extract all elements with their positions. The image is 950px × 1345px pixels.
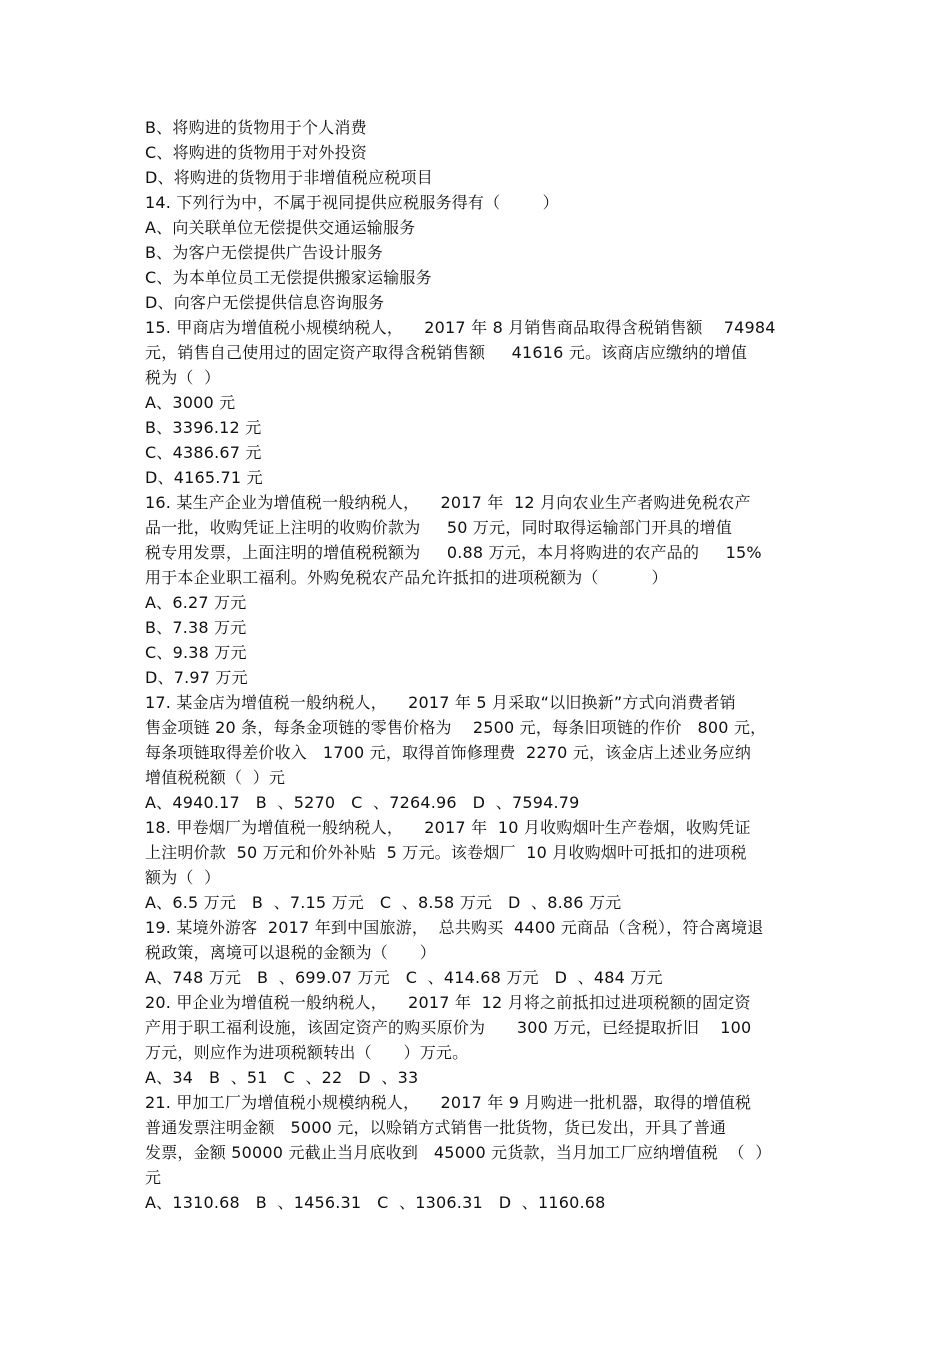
text-line: A、4940.17 B 、5270 C 、7264.96 D 、7594.79 [145,793,580,812]
text-line: D、4165.71 元 [145,468,263,487]
text-line: A、6.27 万元 [145,593,247,612]
question-line: 19. 某境外游客 2017 年到中国旅游， 总共购买 4400 元商品（含税），符合离境退 [145,918,764,937]
question-line: 16. 某生产企业为增值税一般纳税人， 2017 年 12 月向农业生产者购进免税农产 [145,493,751,512]
text-line: 发票，金额 50000 元截止当月底收到 45000 元货款，当月加工厂应纳增值税 （ ） [145,1143,772,1162]
text-line: 普通发票注明金额 5000 元，以赊销方式销售一批货物，货已发出，开具了普通 [145,1118,727,1137]
text-line: C、将购进的货物用于对外投资 [145,143,367,162]
text-line: C、为本单位员工无偿提供搬家运输服务 [145,268,432,287]
text-line: 税政策，离境可以退税的金额为（ ） [145,943,436,962]
text-line: B、3396.12 元 [145,418,262,437]
text-line: 售金项链 20 条，每条金项链的零售价格为 2500 元，每条旧项链的作价 800 元， [145,718,767,737]
text-line: D、将购进的货物用于非增值税应税项目 [145,168,433,187]
text-line: 额为（ ） [145,868,221,887]
text-line: 税专用发票，上面注明的增值税税额为 0.88 万元，本月将购进的农产品的 15% [145,543,762,562]
question-line: 15. 甲商店为增值税小规模纳税人， 2017 年 8 月销售商品取得含税销售额 74984 [145,318,776,337]
question-line: 18. 甲卷烟厂为增值税一般纳税人， 2017 年 10 月收购烟叶生产卷烟，收购凭证 [145,818,751,837]
text-line: B、将购进的货物用于个人消费 [145,118,367,137]
question-line: 21. 甲加工厂为增值税小规模纳税人， 2017 年 9 月购进一批机器，取得的增值税 [145,1093,752,1112]
text-line: 每条项链取得差价收入 1700 元，取得首饰修理费 2270 元，该金店上述业务应纳 [145,743,752,762]
question-line: 14. 下列行为中，不属于视同提供应税服务得有（ ） [145,193,559,212]
text-line: C、9.38 万元 [145,643,247,662]
text-line: D、7.97 万元 [145,668,248,687]
text-line: 万元，则应作为进项税额转出（ ）万元。 [145,1043,469,1062]
text-line: 元 [145,1168,162,1187]
text-line: A、3000 元 [145,393,236,412]
text-line: 用于本企业职工福利。外购免税农产品允许抵扣的进项税额为（ ） [145,568,668,587]
text-line: 元，销售自己使用过的固定资产取得含税销售额 41616 元。该商店应缴纳的增值 [145,343,748,362]
text-line: A、34 B 、51 C 、22 D 、33 [145,1068,419,1087]
text-line: D、向客户无偿提供信息咨询服务 [145,293,385,312]
text-line: B、为客户无偿提供广告设计服务 [145,243,383,262]
question-line: 20. 甲企业为增值税一般纳税人， 2017 年 12 月将之前抵扣过进项税额的固定资 [145,993,751,1012]
text-line: A、6.5 万元 B 、7.15 万元 C 、8.58 万元 D 、8.86 万元 [145,893,622,912]
text-line: C、4386.67 元 [145,443,262,462]
text-line: 产用于职工福利设施，该固定资产的购买原价为 300 万元，已经提取折旧 100 [145,1018,752,1037]
text-line: A、向关联单位无偿提供交通运输服务 [145,218,416,237]
text-line: 增值税税额（ ）元 [145,768,286,787]
text-line: 上注明价款 50 万元和价外补贴 5 万元。该卷烟厂 10 月收购烟叶可抵扣的进项税 [145,843,747,862]
document-page [145,115,825,1215]
text-line: A、748 万元 B 、699.07 万元 C 、414.68 万元 D 、484 万元 [145,968,663,987]
text-line: 税为（ ） [145,368,221,387]
text-line: 品一批，收购凭证上注明的收购价款为 50 万元，同时取得运输部门开具的增值 [145,518,733,537]
question-line: 17. 某金店为增值税一般纳税人， 2017 年 5 月采取“以旧换新”方式向消费者销 [145,693,736,712]
text-line: A、1310.68 B 、1456.31 C 、1306.31 D 、1160.68 [145,1193,606,1212]
text-line: B、7.38 万元 [145,618,247,637]
